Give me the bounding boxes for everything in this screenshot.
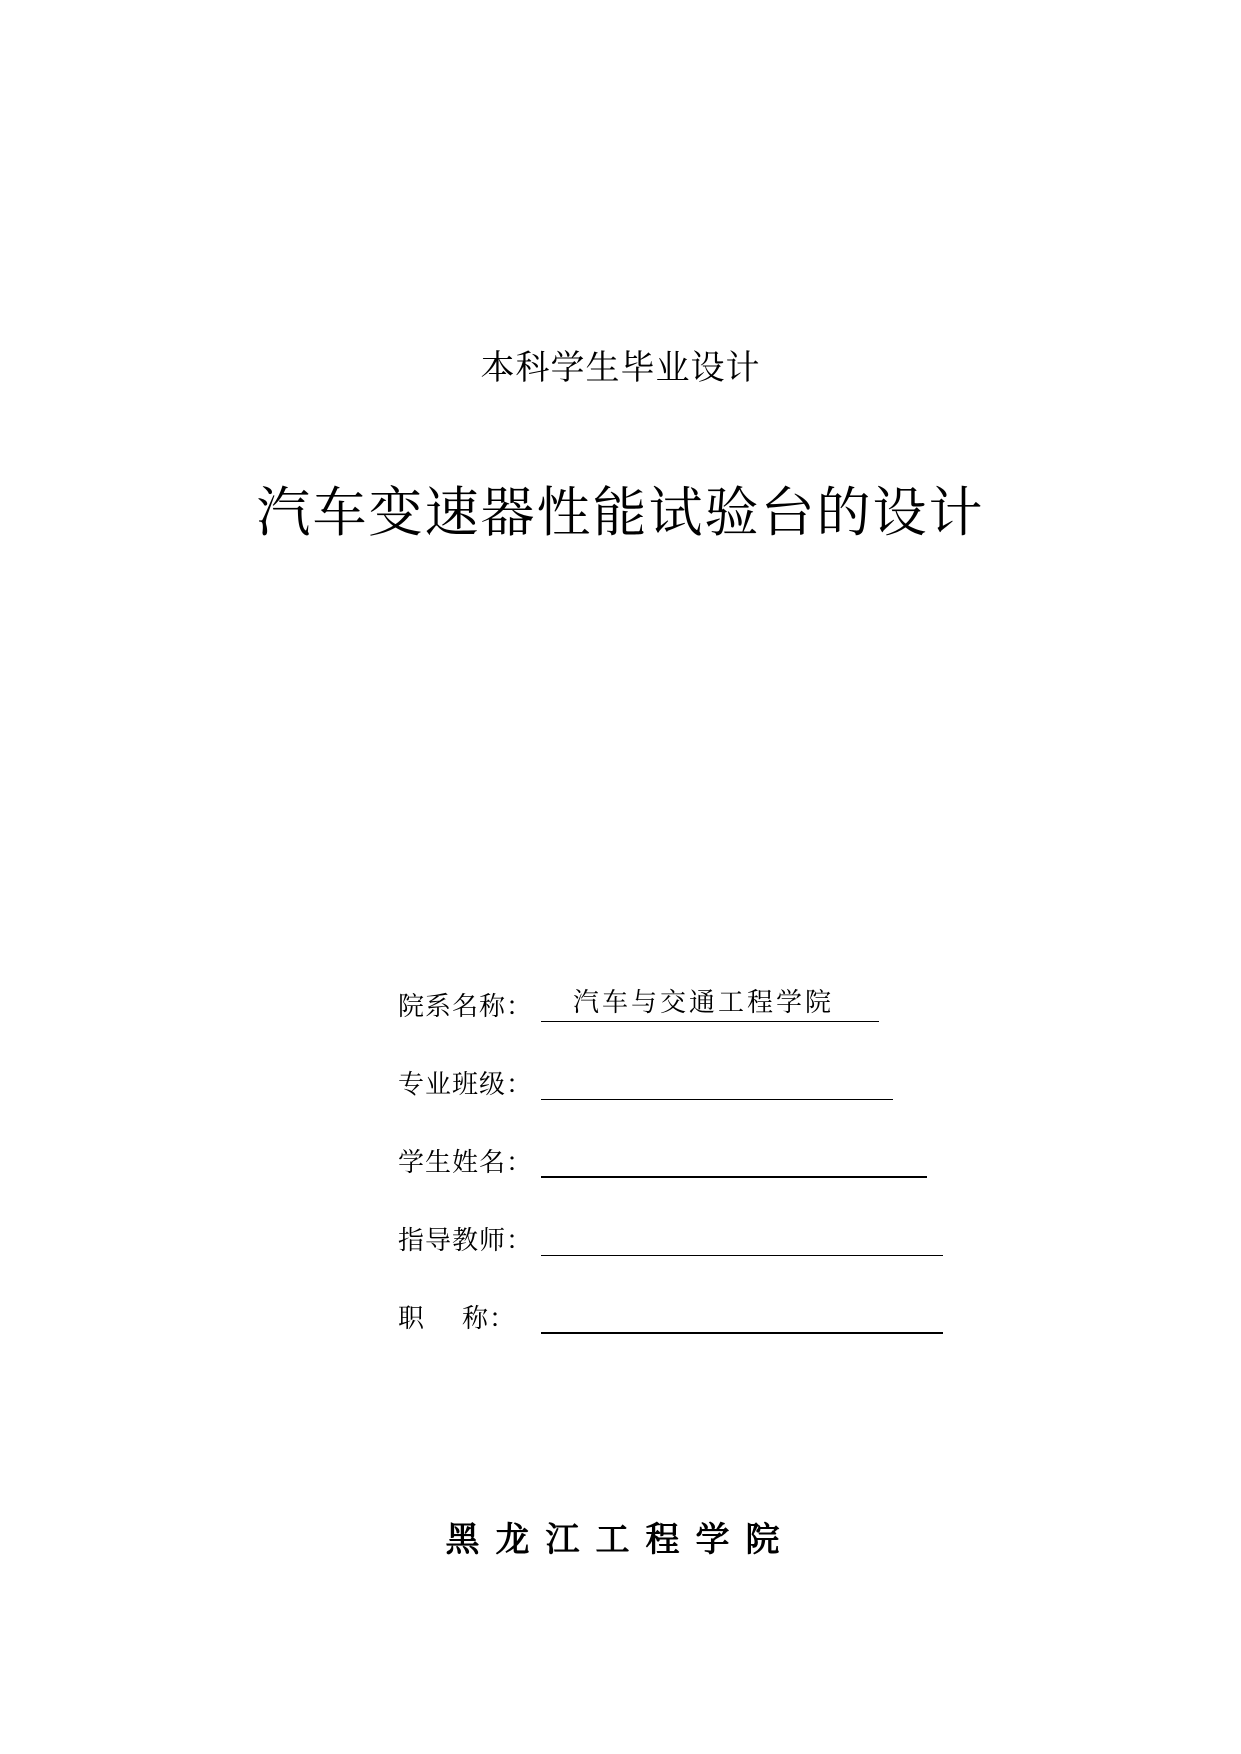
- department-underline: [541, 1021, 879, 1022]
- major-class-label: 专业班级：: [398, 1070, 534, 1100]
- department-label: 院系名称：: [398, 992, 534, 1022]
- major-class-underline: [541, 1099, 893, 1100]
- thesis-title: 汽车变速器性能试验台的设计: [256, 481, 985, 544]
- department-row: [398, 978, 998, 1022]
- major-class-row: [398, 1056, 998, 1100]
- professional-title-row: [398, 1290, 998, 1334]
- professional-title-underline: [541, 1332, 943, 1334]
- student-name-row: [398, 1134, 998, 1178]
- advisor-label: 指导教师：: [398, 1226, 534, 1256]
- document-type-heading: 本科学生毕业设计: [480, 348, 761, 388]
- department-value: 汽车与交通工程学院: [573, 988, 835, 1018]
- student-name-label: 学生姓名：: [398, 1148, 534, 1178]
- professional-title-label: 职 称：: [398, 1304, 517, 1334]
- advisor-row: [398, 1212, 998, 1256]
- student-name-underline: [541, 1176, 927, 1178]
- institution-name: 黑龙江工程学院: [445, 1520, 796, 1560]
- advisor-underline: [541, 1255, 943, 1256]
